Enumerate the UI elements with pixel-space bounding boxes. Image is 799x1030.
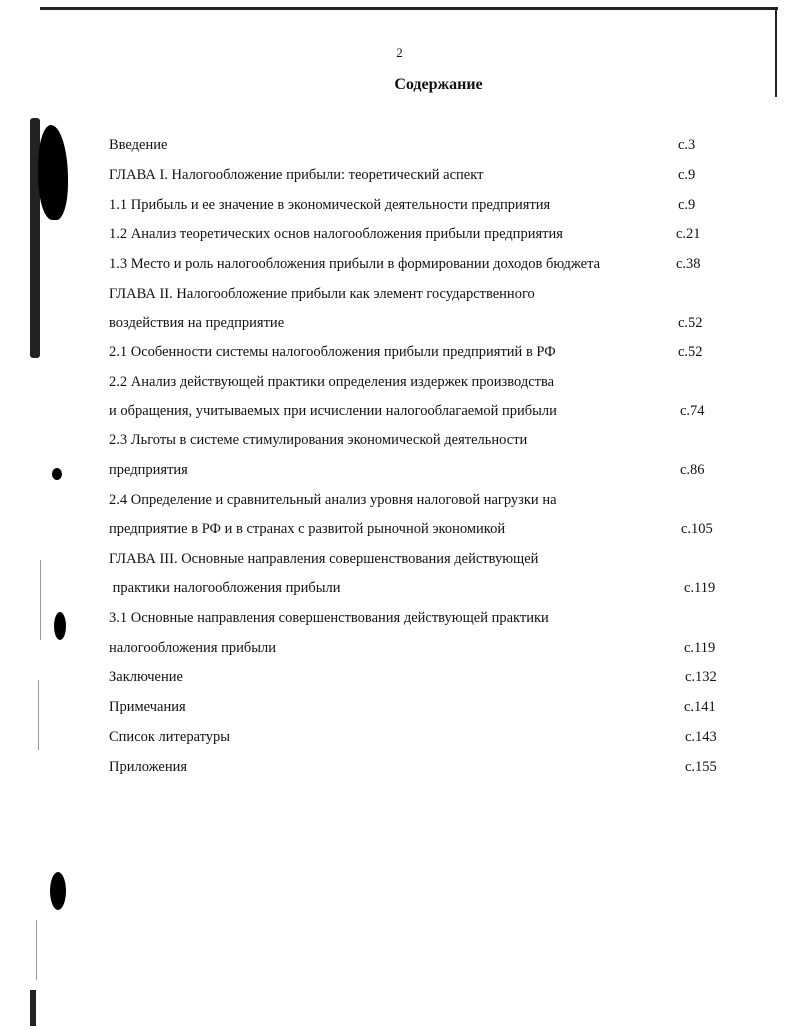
toc-entry-page: с.141 (684, 699, 716, 715)
scan-edge-mark (30, 990, 36, 1026)
toc-entry-title: налогообложения прибыли (109, 640, 276, 656)
toc-entry-page: с.143 (685, 729, 717, 745)
scan-streak (36, 920, 37, 980)
toc-entry-title: 2.2 Анализ действующей практики определения издержек производства (109, 374, 555, 390)
toc-entry-title: Список литературы (109, 729, 231, 745)
toc-entry-title: ГЛАВА I. Налогообложение прибыли: теоретический аспект (109, 167, 484, 183)
toc-entry-title: 2.1 Особенности системы налогообложения прибыли предприятий в РФ (109, 344, 556, 360)
toc-entry-page: с.9 (678, 197, 696, 213)
toc-entry-title: ГЛАВА II. Налогообложение прибыли как элемент государственного (109, 286, 535, 302)
toc-entry-title: ГЛАВА III. Основные направления совершенствования действующей (109, 551, 539, 567)
toc-entry-page: с.86 (680, 462, 705, 478)
page-title: Содержание (394, 76, 483, 93)
toc-entry-title: Введение (109, 137, 168, 153)
toc-entry-page: с.3 (678, 137, 696, 153)
toc-entry-page: с.21 (676, 226, 701, 242)
toc-entry-title: 1.1 Прибыль и ее значение в экономической деятельности предприятия (109, 197, 551, 213)
toc-entry-page: с.74 (680, 403, 705, 419)
toc-entry-page: с.105 (681, 521, 713, 537)
toc-entry-page: с.132 (685, 669, 717, 685)
toc-entry-title: и обращения, учитываемых при исчислении налогооблагаемой прибыли (109, 403, 557, 419)
toc-entry-title: воздействия на предприятие (109, 315, 285, 331)
scan-streak (38, 680, 39, 750)
toc-entry-title: 1.3 Место и роль налогообложения прибыли в формировании доходов бюджета (109, 256, 601, 272)
toc-entry-title: 3.1 Основные направления совершенствования действующей практики (109, 610, 549, 626)
page-number: 2 (396, 45, 403, 60)
toc-entry-page: с.119 (684, 580, 716, 596)
toc-entry-title: Заключение (109, 669, 183, 685)
toc-entry-title: 2.4 Определение и сравнительный анализ уровня налоговой нагрузки на (109, 492, 557, 508)
toc-entry-title: Примечания (109, 699, 186, 715)
scan-blot (50, 872, 66, 910)
scan-blot (54, 612, 66, 640)
scan-streak (40, 560, 41, 640)
toc-entry-title: предприятия (109, 462, 188, 478)
toc-entry-title: предприятие в РФ и в странах с развитой рыночной экономикой (109, 521, 506, 537)
toc-entry-page: с.38 (676, 256, 701, 272)
scan-blot (38, 125, 68, 220)
toc-entry-page: с.155 (685, 759, 717, 775)
toc-entry-title: Приложения (109, 759, 188, 775)
scan-border-top (40, 7, 778, 10)
toc-entry-title: практики налогообложения прибыли (109, 580, 341, 596)
toc-entry-page: с.9 (678, 167, 696, 183)
toc-entry-page: с.52 (678, 344, 703, 360)
toc-entry-title: 2.3 Льготы в системе стимулирования экономической деятельности (109, 432, 528, 448)
scan-blot (52, 468, 62, 480)
toc-entry-page: с.52 (678, 315, 703, 331)
toc-entry-title: 1.2 Анализ теоретических основ налогообложения прибыли предприятия (109, 226, 563, 242)
toc-entry-page: с.119 (684, 640, 716, 656)
